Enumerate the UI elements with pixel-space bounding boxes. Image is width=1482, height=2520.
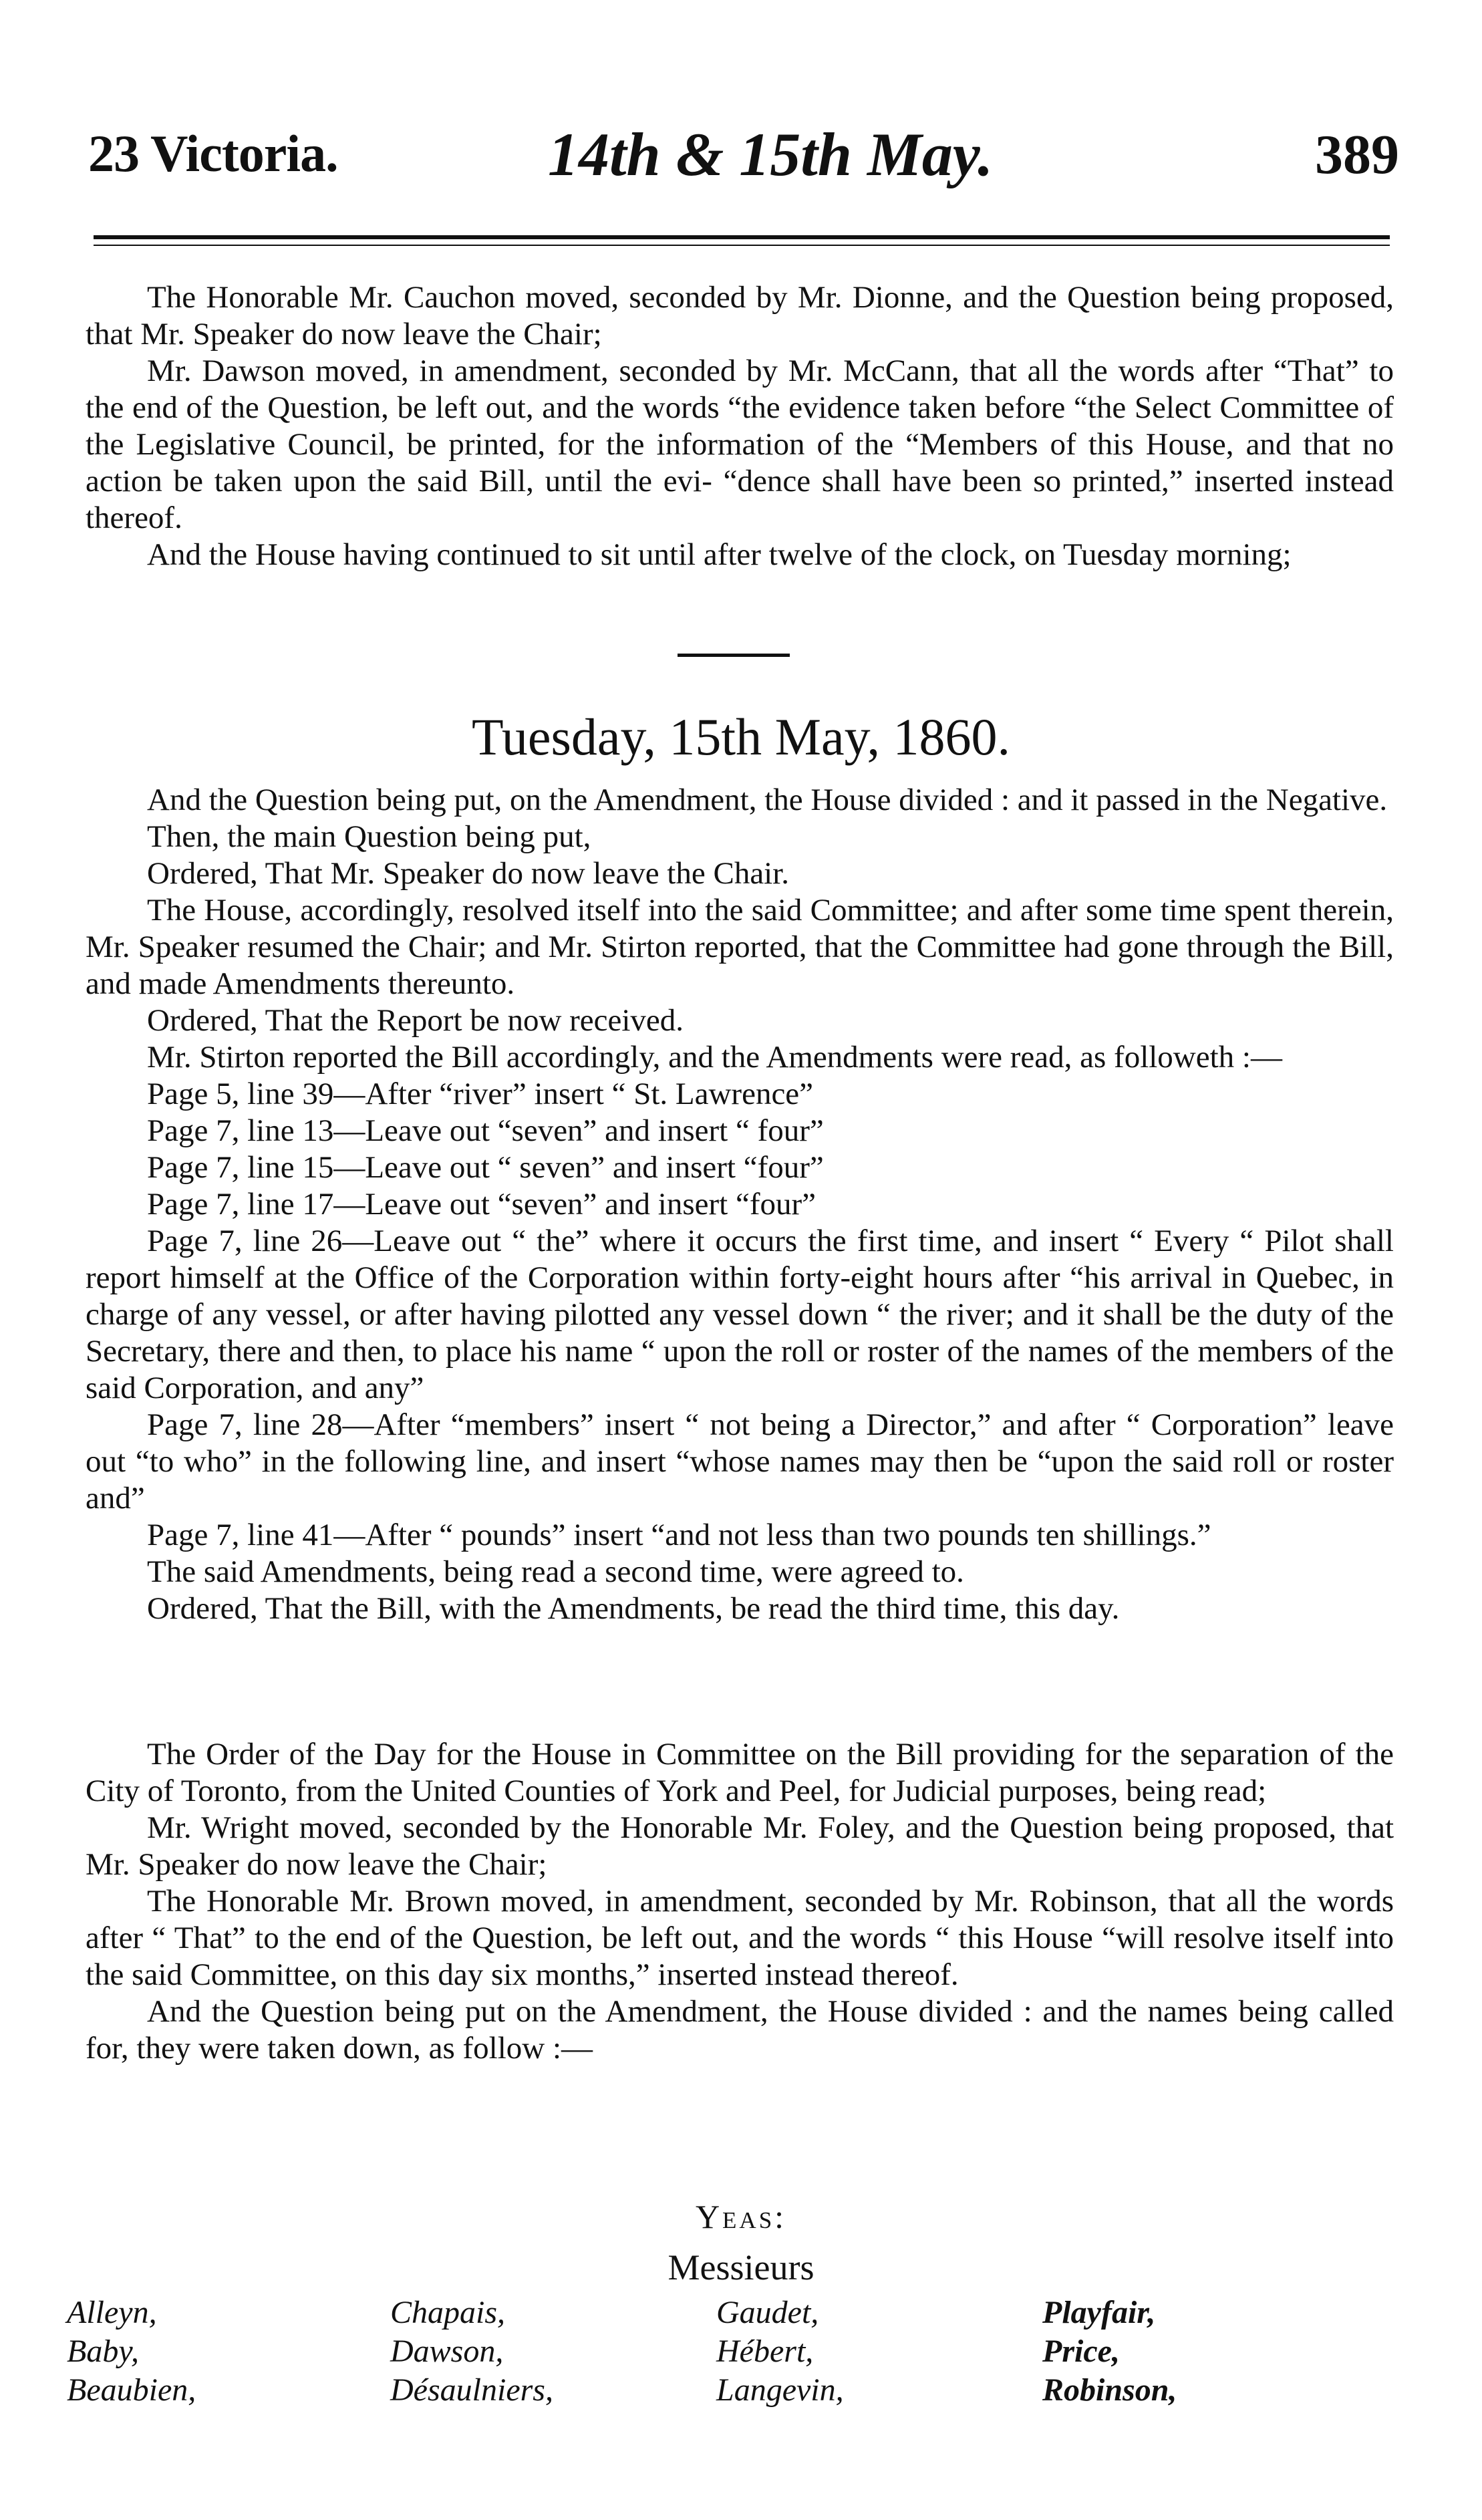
header-rule-thick	[94, 235, 1390, 239]
paragraph: Mr. Wright moved, seconded by the Honorable Mr. Foley, and the Question being proposed, that Mr. Speaker do now leave the Chair;	[86, 1810, 1394, 1882]
paragraph: The Honorable Mr. Brown moved, in amendment, seconded by Mr. Robinson, that all the words after “ That” to the end of the Question, be left out, and the words “ this House “will resolve itself into the said Committee, on this day six months,” inserted instead thereof.	[86, 1884, 1394, 1992]
page-number: 389	[1315, 124, 1399, 186]
names-column-2	[390, 2293, 553, 2410]
paragraph: And the House having continued to sit until after twelve of the clock, on Tuesday morning;	[147, 537, 1292, 572]
header-date: 14th & 15th May.	[548, 120, 994, 188]
member-name: Hébert,	[716, 2334, 814, 2369]
paragraph: Ordered, That Mr. Speaker do now leave the Chair.	[147, 856, 790, 891]
paragraph: The Order of the Day for the House in Committee on the Bill providing for the separation of the City of Toronto, from the United Counties of York and Peel, for Judicial purposes, being read;	[86, 1737, 1394, 1808]
amendment-line: Page 7, line 13—Leave out “seven” and insert “ four”	[147, 1113, 824, 1148]
paragraph: And the Question being put on the Amendment, the House divided : and the names being called for, they were taken down, as follow :—	[86, 1994, 1394, 2066]
amendment-line: Page 7, line 17—Leave out “seven” and insert “four”	[147, 1187, 816, 1222]
messieurs-heading: Messieurs	[668, 2247, 814, 2287]
page-header	[0, 0, 1482, 221]
amendment-line: Page 5, line 39—After “river” insert “ St. Lawrence”	[147, 1077, 814, 1111]
names-column-3	[716, 2293, 844, 2410]
member-name: Désaulniers,	[390, 2372, 553, 2408]
header-rule-thin	[94, 245, 1390, 246]
section-toronto-bill	[86, 1736, 1394, 2067]
member-name: Chapais,	[390, 2295, 506, 2330]
section-divider	[678, 654, 790, 657]
paragraph: The House, accordingly, resolved itself into the said Committee; and after some time spent therein, Mr. Speaker resumed the Chair; and Mr. Stirton reported, that the Committee had gone through the Bill, and made Amendments thereunto.	[86, 893, 1394, 1001]
member-name: Langevin,	[716, 2372, 844, 2408]
amendment-line: Page 7, line 41—After “ pounds” insert “and not less than two pounds ten shillings.”	[147, 1518, 1211, 1552]
member-name: Playfair,	[1042, 2295, 1156, 2330]
member-name: Robinson,	[1042, 2372, 1177, 2408]
names-column-1	[67, 2293, 196, 2410]
date-heading: Tuesday, 15th May, 1860.	[471, 708, 1010, 766]
member-name: Price,	[1042, 2334, 1120, 2369]
section-pilot-bill	[86, 782, 1394, 1627]
amendment-line: Page 7, line 26—Leave out “ the” where it occurs the first time, and insert “ Every “ Pilot shall report himself at the Office of the Corporation within forty-eight hours after “his arrival in Quebec, in charge of any vessel, or after having pilotted any vessel down “ the river; and it shall be the duty of the Secretary, there and then, to place his name “ upon the roll or roster of the names of the members of the said Corporation, and any”	[86, 1224, 1394, 1405]
member-name: Dawson,	[390, 2334, 504, 2369]
amendment-line: Page 7, line 15—Leave out “ seven” and insert “four”	[147, 1150, 824, 1185]
paragraph: Ordered, That the Bill, with the Amendments, be read the third time, this day.	[147, 1591, 1120, 1626]
member-name: Gaudet,	[716, 2295, 819, 2330]
section-cauchon-motion	[86, 279, 1394, 573]
paragraph: Ordered, That the Report be now received.	[147, 1003, 684, 1038]
paragraph: Then, the main Question being put,	[147, 819, 591, 854]
amendment-line: Page 7, line 28—After “members” insert “ not being a Director,” and after “ Corporation” leave out “to who” in the following line, and insert “whose names may then be “upon the said roll or roster and”	[86, 1407, 1394, 1516]
member-name: Alleyn,	[67, 2295, 157, 2330]
paragraph: Mr. Stirton reported the Bill accordingly, and the Amendments were read, as followeth :—	[147, 1040, 1282, 1075]
member-name: Beaubien,	[67, 2372, 196, 2408]
paragraph: The Honorable Mr. Cauchon moved, seconded by Mr. Dionne, and the Question being proposed, that Mr. Speaker do now leave the Chair;	[86, 280, 1394, 352]
header-regnal-year: 23 Victoria.	[88, 124, 338, 182]
paragraph: And the Question being put, on the Amendment, the House divided : and it passed in the Negative.	[147, 783, 1388, 817]
member-name: Baby,	[67, 2334, 139, 2369]
paragraph: The said Amendments, being read a second time, were agreed to.	[147, 1554, 964, 1589]
paragraph: Mr. Dawson moved, in amendment, seconded by Mr. McCann, that all the words after “That” to the end of the Question, be left out, and the words “the evidence taken before “the Select Committee of the Legislative Council, be printed, for the information of the “Members of this House, and that no action be taken upon the said Bill, until the evi- “dence shall have been so printed,” inserted instead thereof.	[86, 354, 1394, 535]
names-column-4	[1042, 2293, 1177, 2410]
yeas-heading: Yeas:	[695, 2198, 787, 2235]
